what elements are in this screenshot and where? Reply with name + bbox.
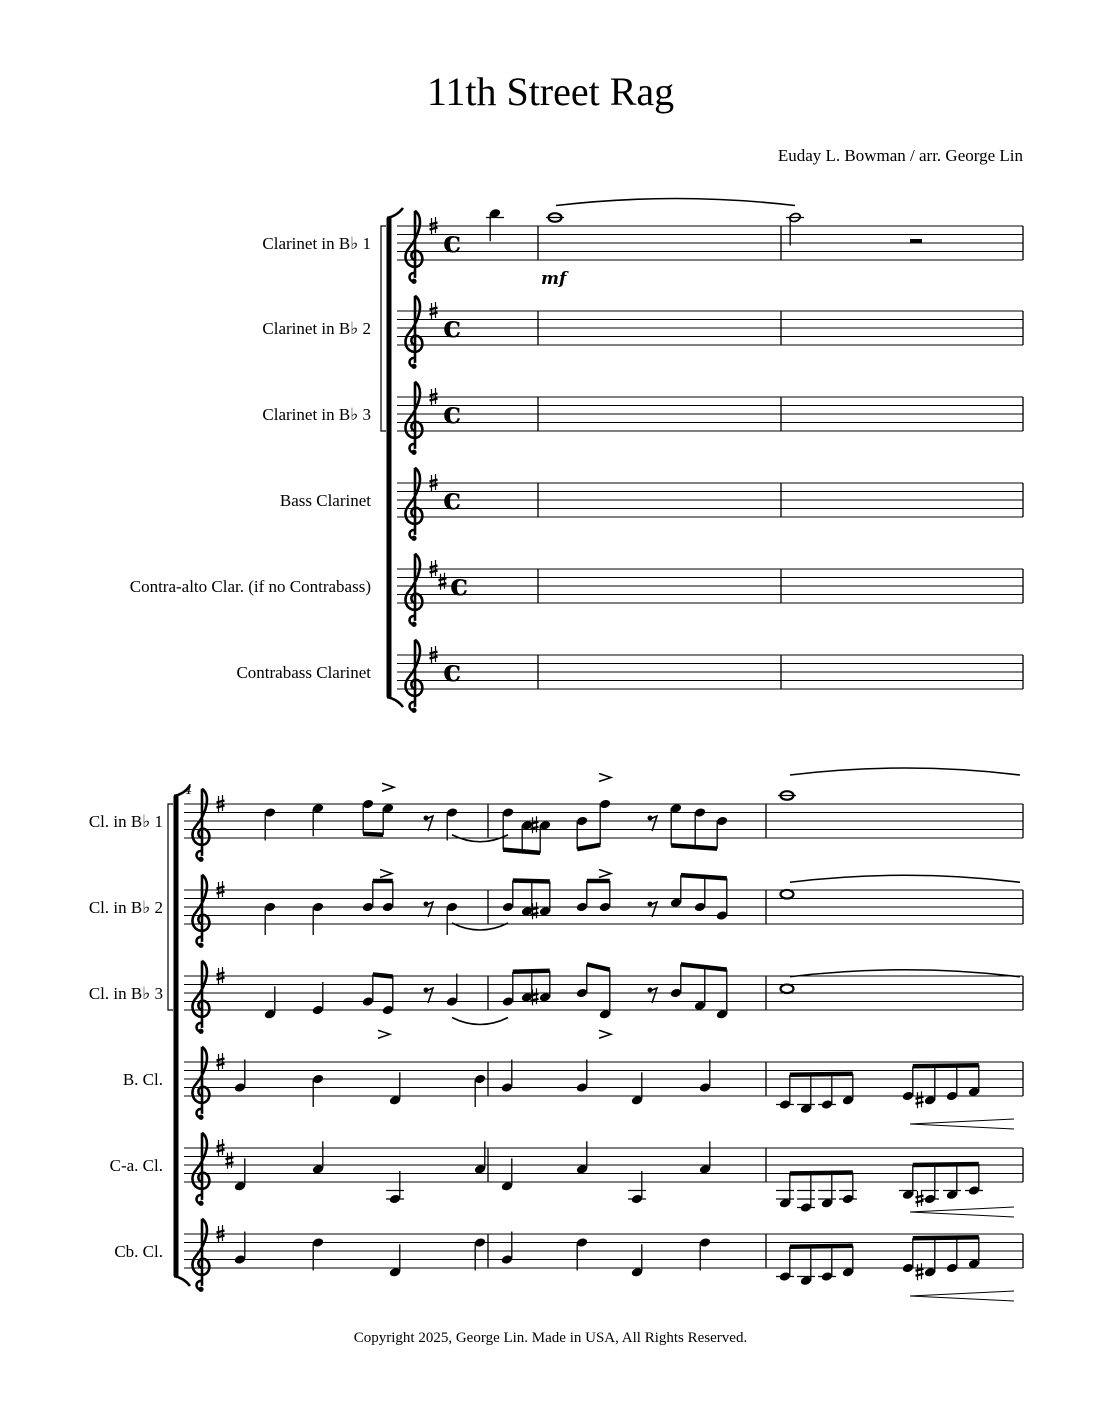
note-beam [681, 875, 727, 878]
staff2-3 [89, 961, 1023, 1039]
accent-mark [378, 1030, 390, 1038]
staff-2 [262, 296, 1023, 369]
treble-clef-icon [192, 1133, 209, 1206]
sharp-icon [916, 1091, 924, 1108]
instrument-name: Clarinet in B♭ 2 [262, 319, 371, 338]
note-beam [671, 845, 717, 848]
half-rest-icon [910, 239, 922, 243]
staff2-1 [89, 768, 1023, 862]
tie-slur [790, 768, 1020, 775]
accent-mark [382, 783, 394, 791]
note-beam [503, 850, 540, 853]
staff-3 [262, 382, 1023, 455]
instrument-short-name: Cl. in B♭ 2 [88, 898, 163, 917]
composer-credit: Euday L. Bowman / arr. George Lin [777, 146, 1023, 165]
note-beam [790, 1246, 853, 1247]
note-beam [913, 1237, 979, 1238]
sharp-icon [226, 1152, 234, 1169]
note-beam [513, 880, 550, 881]
treble-clef-icon [192, 1047, 209, 1120]
treble-clef-icon [405, 382, 422, 455]
accent-mark [380, 870, 392, 878]
instrument-name: Contra-alto Clar. (if no Contrabass) [129, 577, 371, 596]
accent-mark [599, 1030, 611, 1038]
treble-clef-icon [405, 640, 422, 713]
tie-slur [790, 875, 1020, 882]
copyright-notice: Copyright 2025, George Lin. Made in USA, All Rights Reserved. [353, 1330, 748, 1346]
treble-clef-icon [192, 961, 209, 1034]
treble-clef-icon [192, 875, 209, 948]
note-beam [790, 1074, 853, 1075]
note-beam [913, 1164, 979, 1165]
crescendo-hairpin [910, 1291, 1014, 1301]
treble-clef-icon [192, 1219, 209, 1292]
common-time-icon: c [443, 225, 462, 260]
staff-5 [130, 554, 1023, 627]
crescendo-hairpin [910, 1119, 1014, 1129]
instrument-name: Clarinet in B♭ 3 [262, 405, 371, 424]
note-beam [681, 964, 727, 969]
instrument-name: Bass Clarinet [279, 491, 371, 510]
group-bracket [381, 226, 386, 431]
sharp-icon [439, 573, 447, 590]
sharp-icon [916, 1263, 924, 1280]
tie-slur [556, 199, 795, 206]
treble-clef-icon [192, 789, 209, 862]
staff2-2 [89, 870, 1023, 948]
note-beam [790, 1172, 853, 1173]
instrument-short-name: C-a. Cl. [109, 1156, 163, 1175]
accent-mark [599, 870, 611, 878]
measure-number: 4 [184, 783, 193, 798]
instrument-short-name: Cl. in B♭ 3 [88, 984, 163, 1003]
crescendo-hairpin [910, 1207, 1014, 1217]
system-2 [89, 768, 1023, 1301]
treble-clef-icon [405, 554, 422, 627]
instrument-short-name: B. Cl. [122, 1070, 163, 1089]
dynamic-marking: mf [541, 269, 567, 289]
common-time-icon: c [443, 654, 462, 689]
staff2-4 [123, 1047, 1023, 1129]
group-bracket [168, 804, 173, 1010]
note-beam [513, 971, 550, 972]
instrument-name: Clarinet in B♭ 1 [262, 234, 371, 253]
system-1 [130, 199, 1023, 713]
note-beam [373, 974, 393, 976]
instrument-short-name: Cl. in B♭ 1 [88, 812, 163, 831]
whole-note [781, 890, 794, 899]
common-time-icon: c [443, 482, 462, 517]
treble-clef-icon [405, 296, 422, 369]
common-time-icon: c [450, 568, 469, 603]
treble-clef-icon [405, 211, 422, 284]
note-beam [587, 964, 610, 969]
note-beam [577, 845, 600, 849]
note-beam [363, 834, 383, 835]
common-time-icon: c [443, 396, 462, 431]
common-time-icon: c [443, 310, 462, 345]
score-title: 11th Street Rag [426, 69, 675, 114]
staff2-5 [110, 1133, 1023, 1217]
whole-note [781, 984, 794, 993]
treble-clef-icon [405, 468, 422, 541]
accent-mark [599, 774, 611, 782]
staff2-6 [114, 1219, 1023, 1301]
instrument-short-name: Cb. Cl. [114, 1242, 163, 1261]
instrument-name: Contrabass Clarinet [236, 663, 371, 682]
tie-slur [452, 1018, 508, 1025]
staff-1 [262, 199, 1023, 290]
note-beam [913, 1065, 979, 1066]
staff-6 [236, 640, 1023, 713]
